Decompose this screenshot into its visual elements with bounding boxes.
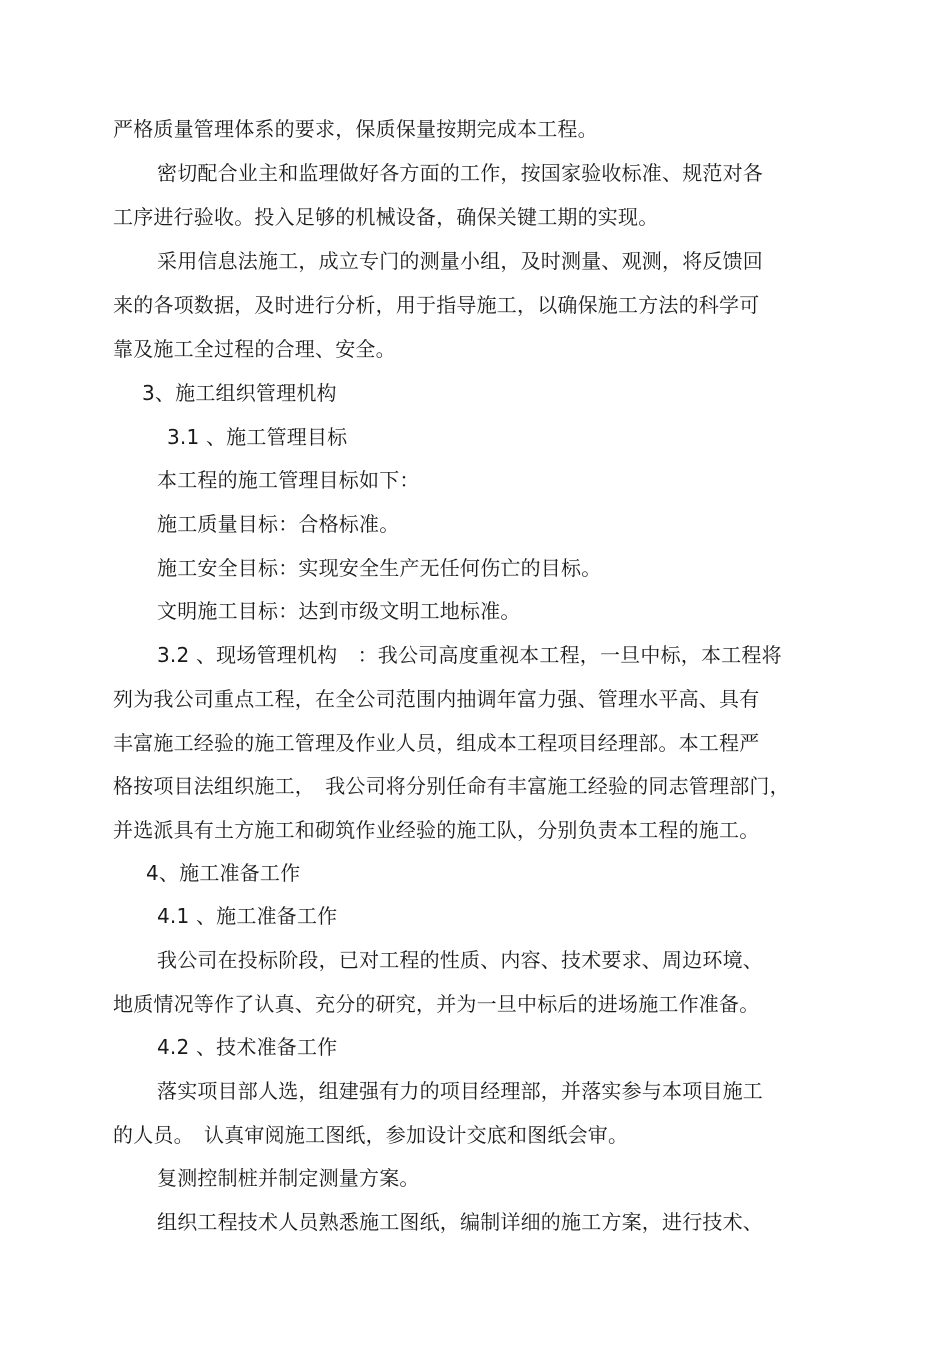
paragraph-line: 密切配合业主和监理做好各方面的工作，按国家验收标准、规范对各	[157, 161, 763, 185]
paragraph-line: 落实项目部人选，组建强有力的项目经理部，并落实参与本项目施工	[157, 1079, 763, 1103]
paragraph-line: 靠及施工全过程的合理、安全。	[113, 337, 396, 361]
paragraph-line: 丰富施工经验的施工管理及作业人员，组成本工程项目经理部。本工程严	[113, 731, 760, 755]
paragraph-line: 列为我公司重点工程，在全公司范围内抽调年富力强、管理水平高、具有	[113, 687, 760, 711]
paragraph-line: 的人员。 认真审阅施工图纸，参加设计交底和图纸会审。	[113, 1123, 629, 1147]
paragraph-line: 工序进行验收。投入足够的机械设备，确保关键工期的实现。	[113, 205, 659, 229]
paragraph-line: 组织工程技术人员熟悉施工图纸，编制详细的施工方案，进行技术、	[157, 1210, 763, 1234]
paragraph-line: 严格质量管理体系的要求，保质保量按期完成本工程。	[113, 117, 598, 141]
subsection-heading: 3.1 、施工管理目标	[167, 425, 348, 449]
paragraph-line: 复测控制桩并制定测量方案。	[157, 1166, 420, 1190]
paragraph-line: 并选派具有土方施工和砌筑作业经验的施工队，分别负责本工程的施工。	[113, 818, 760, 842]
paragraph-line: 施工质量目标：合格标准。	[157, 512, 400, 536]
paragraph-line: 本工程的施工管理目标如下：	[157, 468, 420, 492]
paragraph-line: 施工安全目标：实现安全生产无任何伤亡的目标。	[157, 556, 602, 580]
paragraph-line: 文明施工目标：达到市级文明工地标准。	[157, 599, 521, 623]
paragraph-line: 我公司在投标阶段，已对工程的性质、内容、技术要求、周边环境、	[157, 948, 763, 972]
paragraph-line: 3.2 、现场管理机构 ：我公司高度重视本工程，一旦中标，本工程将	[157, 643, 782, 667]
paragraph-line: 来的各项数据，及时进行分析，用于指导施工，以确保施工方法的科学可	[113, 293, 760, 317]
paragraph-line: 格按项目法组织施工， 我公司将分别任命有丰富施工经验的同志管理部门，	[113, 774, 790, 798]
section-heading: 4、施工准备工作	[146, 861, 301, 885]
subsection-heading: 4.2 、技术准备工作	[157, 1035, 338, 1059]
subsection-heading: 4.1 、施工准备工作	[157, 904, 338, 928]
paragraph-line: 采用信息法施工，成立专门的测量小组，及时测量、观测，将反馈回	[157, 249, 763, 273]
section-heading: 3、施工组织管理机构	[142, 381, 337, 405]
paragraph-line: 地质情况等作了认真、充分的研究，并为一旦中标后的进场施工作准备。	[113, 992, 760, 1016]
